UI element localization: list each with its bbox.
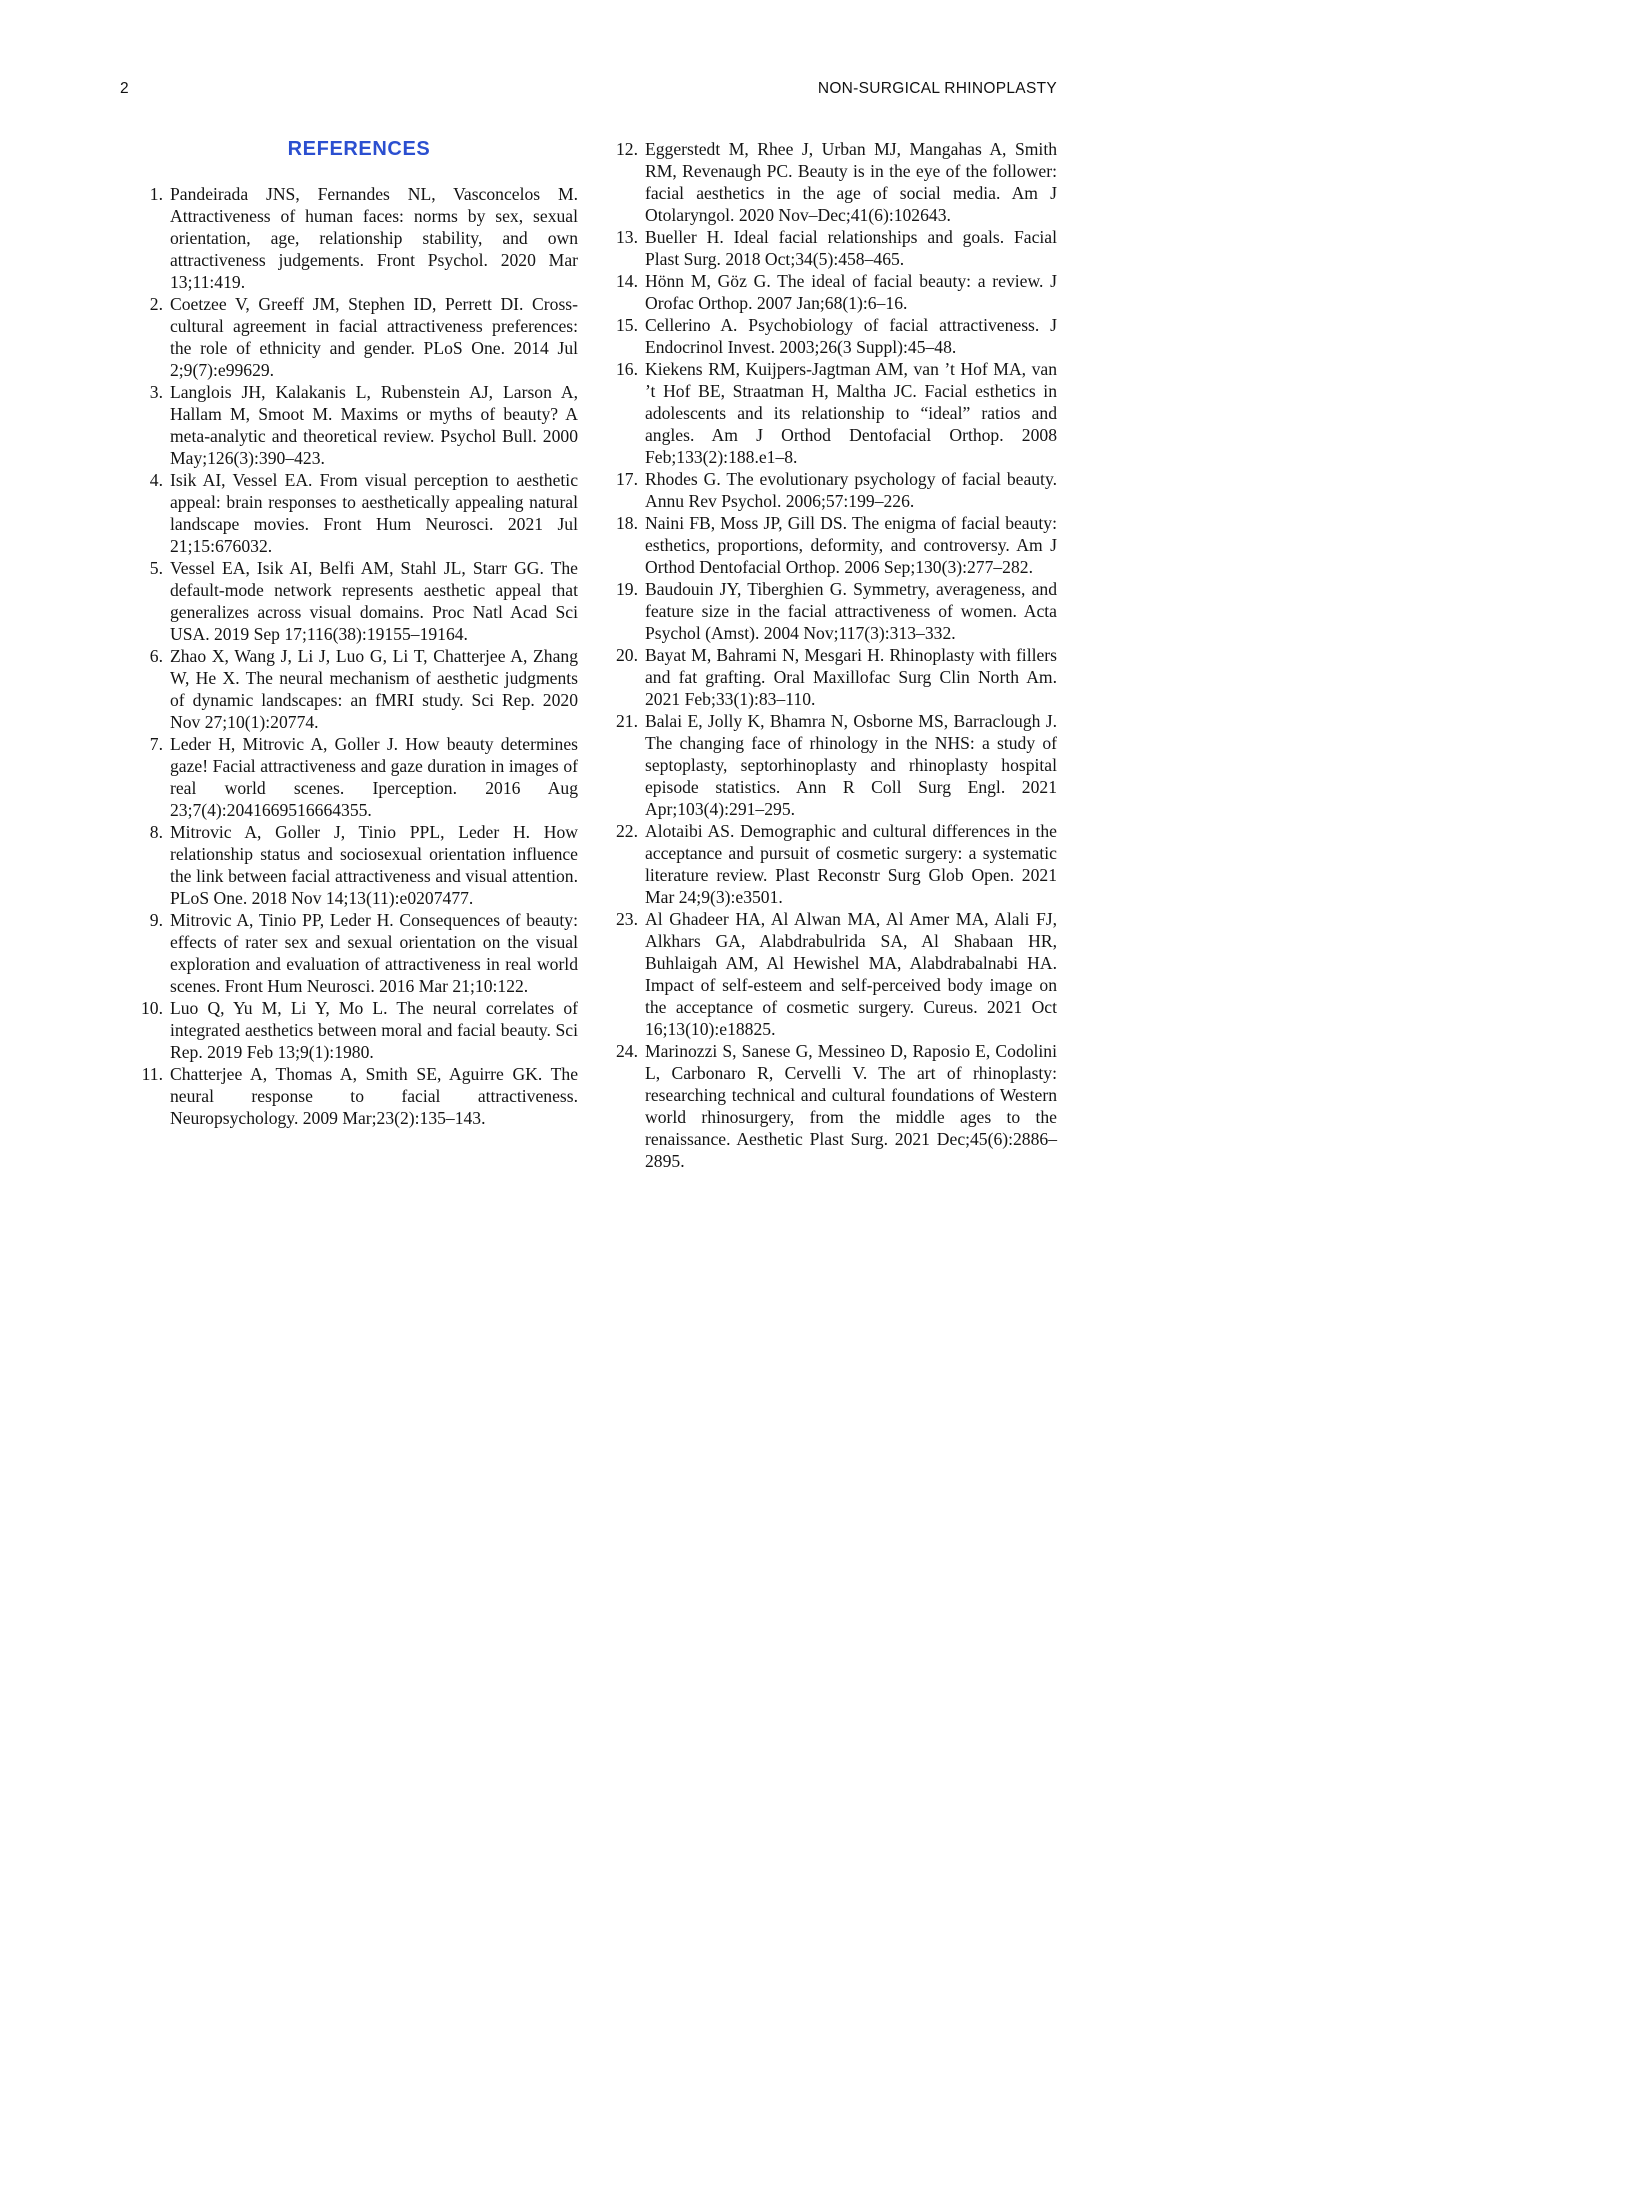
reference-item — [615, 644, 1057, 710]
reference-text: Naini FB, Moss JP, Gill DS. The enigma of facial beauty: esthetics, proportions, deformity, and controversy. Am J Orthod Dentofacial Orthop. 2006 Sep;130(3):277–282. — [645, 513, 1057, 577]
reference-text: Alotaibi AS. Demographic and cultural differences in the acceptance and pursuit of cosmetic surgery: a systematic literature review. Plast Reconstr Surg Glob Open. 2021 Mar 24;9(3):e3501. — [645, 821, 1057, 907]
references-title: REFERENCES — [287, 138, 431, 160]
reference-item — [140, 469, 578, 557]
reference-number: 20. — [616, 645, 638, 665]
reference-number: 2. — [149, 294, 163, 314]
reference-number: 9. — [149, 910, 163, 930]
reference-item — [615, 226, 1057, 270]
reference-number: 7. — [149, 734, 163, 754]
reference-number: 13. — [616, 227, 638, 247]
reference-text: Isik AI, Vessel EA. From visual perception to aesthetic appeal: brain responses to aesthetically appealing natural landscape movies. Front Hum Neurosci. 2021 Jul 21;15:676032. — [170, 470, 578, 556]
reference-item — [140, 293, 578, 381]
page-header — [120, 80, 1057, 98]
reference-text: Zhao X, Wang J, Li J, Luo G, Li T, Chatterjee A, Zhang W, He X. The neural mechanism of aesthetic judgments of dynamic landscapes: an fMRI study. Sci Rep. 2020 Nov 27;10(1):20774. — [170, 646, 578, 732]
reference-text: Chatterjee A, Thomas A, Smith SE, Aguirre GK. The neural response to facial attractiveness. Neuropsychology. 2009 Mar;23(2):135–143. — [170, 1064, 578, 1128]
reference-text: Langlois JH, Kalakanis L, Rubenstein AJ, Larson A, Hallam M, Smoot M. Maxims or myths of beauty? A meta-analytic and theoretical review. Psychol Bull. 2000 May;126(3):390–423. — [170, 382, 578, 468]
reference-list-left — [140, 183, 578, 1129]
reference-text: Hönn M, Göz G. The ideal of facial beauty: a review. J Orofac Orthop. 2007 Jan;68(1):6–16. — [645, 271, 1057, 313]
reference-text: Coetzee V, Greeff JM, Stephen ID, Perrett DI. Cross-cultural agreement in facial attractiveness preferences: the role of ethnicity and gender. PLoS One. 2014 Jul 2;9(7):e99629. — [170, 294, 578, 380]
reference-number: 8. — [149, 822, 163, 842]
reference-item — [615, 710, 1057, 820]
reference-item — [615, 138, 1057, 226]
reference-text: Al Ghadeer HA, Al Alwan MA, Al Amer MA, Alali FJ, Alkhars GA, Alabdrabulrida SA, Al Shabaan HR, Buhlaigah AM, Al Hewishel MA, Alabdrabalnabi HA. Impact of self-esteem and self-perceived body image on the acceptance of cosmetic surgery. Cureus. 2021 Oct 16;13(10):e18825. — [645, 909, 1057, 1039]
reference-item — [140, 557, 578, 645]
reference-number: 15. — [616, 315, 638, 335]
reference-item — [615, 358, 1057, 468]
reference-item — [615, 578, 1057, 644]
reference-number: 21. — [616, 711, 638, 731]
page-number: 2 — [120, 80, 129, 97]
reference-text: Pandeirada JNS, Fernandes NL, Vasconcelos M. Attractiveness of human faces: norms by sex, sexual orientation, age, relationship stability, and own attractiveness judgements. Front Psychol. 2020 Mar 13;11:419. — [170, 184, 578, 292]
reference-item — [140, 183, 578, 293]
reference-text: Marinozzi S, Sanese G, Messineo D, Raposio E, Codolini L, Carbonaro R, Cervelli V. The art of rhinoplasty: researching technical and cultural foundations of Western world rhinosurgery, from the middle ages to the renaissance. Aesthetic Plast Surg. 2021 Dec;45(6):2886–2895. — [645, 1041, 1057, 1171]
reference-item — [615, 512, 1057, 578]
reference-number: 23. — [616, 909, 638, 929]
reference-item — [615, 270, 1057, 314]
reference-item — [140, 909, 578, 997]
reference-item — [140, 997, 578, 1063]
reference-number: 4. — [149, 470, 163, 490]
reference-number: 17. — [616, 469, 638, 489]
reference-item — [140, 1063, 578, 1129]
references-column-right — [615, 138, 1057, 1172]
reference-item — [615, 314, 1057, 358]
reference-item — [615, 468, 1057, 512]
reference-text: Mitrovic A, Tinio PP, Leder H. Consequences of beauty: effects of rater sex and sexual orientation on the visual exploration and evaluation of attractiveness in real world scenes. Front Hum Neurosci. 2016 Mar 21;10:122. — [170, 910, 578, 996]
reference-text: Luo Q, Yu M, Li Y, Mo L. The neural correlates of integrated aesthetics between moral and facial beauty. Sci Rep. 2019 Feb 13;9(1):1980. — [170, 998, 578, 1062]
reference-number: 3. — [149, 382, 163, 402]
reference-text: Eggerstedt M, Rhee J, Urban MJ, Mangahas A, Smith RM, Revenaugh PC. Beauty is in the eye of the follower: facial aesthetics in the age of social media. Am J Otolaryngol. 2020 Nov–Dec;41(6):102643. — [645, 139, 1057, 225]
reference-item — [140, 733, 578, 821]
reference-text: Balai E, Jolly K, Bhamra N, Osborne MS, Barraclough J. The changing face of rhinology in the NHS: a study of septoplasty, septorhinoplasty and rhinoplasty hospital episode statistics. Ann R Coll Surg Engl. 2021 Apr;103(4):291–295. — [645, 711, 1057, 819]
reference-item — [615, 820, 1057, 908]
references-section — [140, 138, 1057, 1172]
reference-number: 14. — [616, 271, 638, 291]
running-head: NON-SURGICAL RHINOPLASTY — [817, 80, 1057, 97]
reference-list-right — [615, 138, 1057, 1172]
reference-number: 10. — [141, 998, 163, 1018]
reference-number: 19. — [616, 579, 638, 599]
reference-item — [140, 381, 578, 469]
reference-text: Cellerino A. Psychobiology of facial attractiveness. J Endocrinol Invest. 2003;26(3 Suppl):45–48. — [645, 315, 1057, 357]
reference-text: Baudouin JY, Tiberghien G. Symmetry, averageness, and feature size in the facial attractiveness of women. Acta Psychol (Amst). 2004 Nov;117(3):313–332. — [645, 579, 1057, 643]
reference-number: 1. — [149, 184, 163, 204]
reference-item — [615, 908, 1057, 1040]
reference-number: 11. — [141, 1064, 163, 1084]
reference-item — [140, 821, 578, 909]
reference-number: 6. — [149, 646, 163, 666]
reference-item — [140, 645, 578, 733]
reference-number: 18. — [616, 513, 638, 533]
reference-number: 24. — [616, 1041, 638, 1061]
reference-text: Bueller H. Ideal facial relationships and goals. Facial Plast Surg. 2018 Oct;34(5):458–465. — [645, 227, 1057, 269]
reference-number: 5. — [149, 558, 163, 578]
reference-text: Bayat M, Bahrami N, Mesgari H. Rhinoplasty with fillers and fat grafting. Oral Maxillofac Surg Clin North Am. 2021 Feb;33(1):83–110. — [645, 645, 1057, 709]
reference-text: Leder H, Mitrovic A, Goller J. How beauty determines gaze! Facial attractiveness and gaze duration in images of real world scenes. Iperception. 2016 Aug 23;7(4):2041669516664355. — [170, 734, 578, 820]
reference-number: 22. — [616, 821, 638, 841]
reference-text: Rhodes G. The evolutionary psychology of facial beauty. Annu Rev Psychol. 2006;57:199–226. — [645, 469, 1057, 511]
references-column-left — [140, 138, 578, 1172]
reference-number: 12. — [616, 139, 638, 159]
reference-text: Vessel EA, Isik AI, Belfi AM, Stahl JL, Starr GG. The default-mode network represents aesthetic appeal that generalizes across visual domains. Proc Natl Acad Sci USA. 2019 Sep 17;116(38):19155–19164. — [170, 558, 578, 644]
reference-item — [615, 1040, 1057, 1172]
reference-number: 16. — [616, 359, 638, 379]
reference-text: Kiekens RM, Kuijpers-Jagtman AM, van ’t Hof MA, van ’t Hof BE, Straatman H, Maltha JC. Facial esthetics in adolescents and its relationship to “ideal” ratios and angles. Am J Orthod Dentofacial Orthop. 2008 Feb;133(2):188.e1–8. — [645, 359, 1057, 467]
reference-text: Mitrovic A, Goller J, Tinio PPL, Leder H. How relationship status and sociosexual orientation influence the link between facial attractiveness and visual attention. PLoS One. 2018 Nov 14;13(11):e0207477. — [170, 822, 578, 908]
